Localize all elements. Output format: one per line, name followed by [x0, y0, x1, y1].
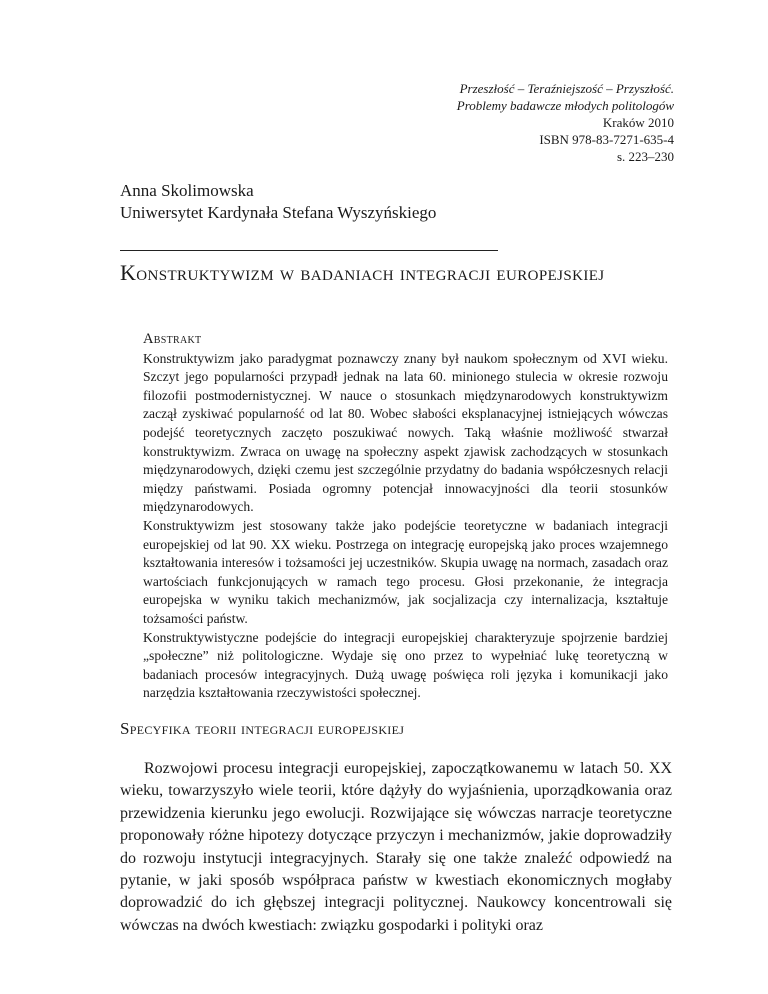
abstract-paragraph: Konstruktywistyczne podejście do integracji europejskiej charakteryzuje spojrzenie bardziej „społeczne” niż politologiczne. Wydaje się ono przez to wypełniać lukę teoretyczną w badaniach procesów integracyjnych. Dużą uwagę poświęca roli języka i komunikacji jako narzędzia kształtowania rzeczywistości społecznej.: [143, 629, 668, 701]
abstract: [143, 330, 668, 703]
author-block: [120, 180, 436, 224]
page-range: s. 223–230: [616, 149, 674, 164]
author-affiliation: Uniwersytet Kardynała Stefana Wyszyńskiego: [120, 203, 437, 222]
body-paragraph: Rozwojowi procesu integracji europejskiej, zapoczątkowanemu w latach 50. XX wieku, towarzyszyło wiele teorii, które dążyły do wyjaśnienia, uporządkowania oraz przewidzenia kierunku jego ewolucji. Rozwijające się wówczas narracje teoretyczne proponowały różne hipotezy dotyczące przyczyn i mechanizmów, jakie doprowadziły do rozwoju instytucji integracyjnych. Starały się one także znaleźć odpowiedź na pytanie, w jaki sposób współpraca państw w kwestiach ekonomicznych mogłaby doprowadzić do ich głębszej integracji politycznej. Naukowcy koncentrowali się wówczas na dwóch kwestiach: związku gospodarki i polityki oraz: [120, 760, 672, 934]
abstract-heading: Abstrakt: [143, 331, 202, 347]
section-title: Specyfika teorii integracji europejskiej: [120, 719, 405, 738]
abstract-paragraph: Konstruktywizm jako paradygmat poznawczy znany był naukom społecznym od XVI wieku. Szczyt jego popularności przypadł jednak na lata 60. minionego stulecia w okresie rozwoju filozofii postmodernistycznej. W nauce o stosunkach międzynarodowych konstruktywizm zaczął zyskiwać popularność od lat 80. Wobec słabości eksplanacyjnej istniejących wówczas podejść teoretycznych zaczęto poszukiwać nowych. Taką właśnie możliwość stwarzał konstruktywizm. Zwraca on uwagę na społeczny aspekt zjawisk zachodzących w stosunkach międzynarodowych, dzięki czemu jest szczególnie przydatny do badania współczesnych relacji między państwami. Posiada ogromny potencjał innowacyjności dla teorii stosunków międzynarodowych.: [143, 350, 668, 515]
series-subtitle: Problemy badawcze młodych politologów: [456, 98, 674, 113]
series-title: Przeszłość – Teraźniejszość – Przyszłość.: [459, 81, 674, 96]
article-title: Konstruktywizm w badaniach integracji europejskiej: [120, 260, 605, 285]
section-body: [120, 758, 672, 937]
author-name: Anna Skolimowska: [120, 181, 254, 200]
place-year: Kraków 2010: [602, 115, 674, 130]
publication-header: [254, 80, 674, 165]
isbn: ISBN 978-83-7271-635-4: [539, 132, 674, 147]
author-divider: [120, 250, 498, 251]
abstract-paragraph: Konstruktywizm jest stosowany także jako podejście teoretyczne w badaniach integracji europejskiej od lat 90. XX wieku. Postrzega on integrację europejską jako proces wzajemnego kształtowania interesów i tożsamości jej uczestników. Skupia uwagę na normach, zasadach oraz wartościach funkcjonujących w ramach tego procesu. Głosi przekonanie, że integracja europejska w wyniku takich mechanizmów, jak socjalizacja czy internalizacja, kształtuje tożsamości państw.: [143, 517, 668, 626]
